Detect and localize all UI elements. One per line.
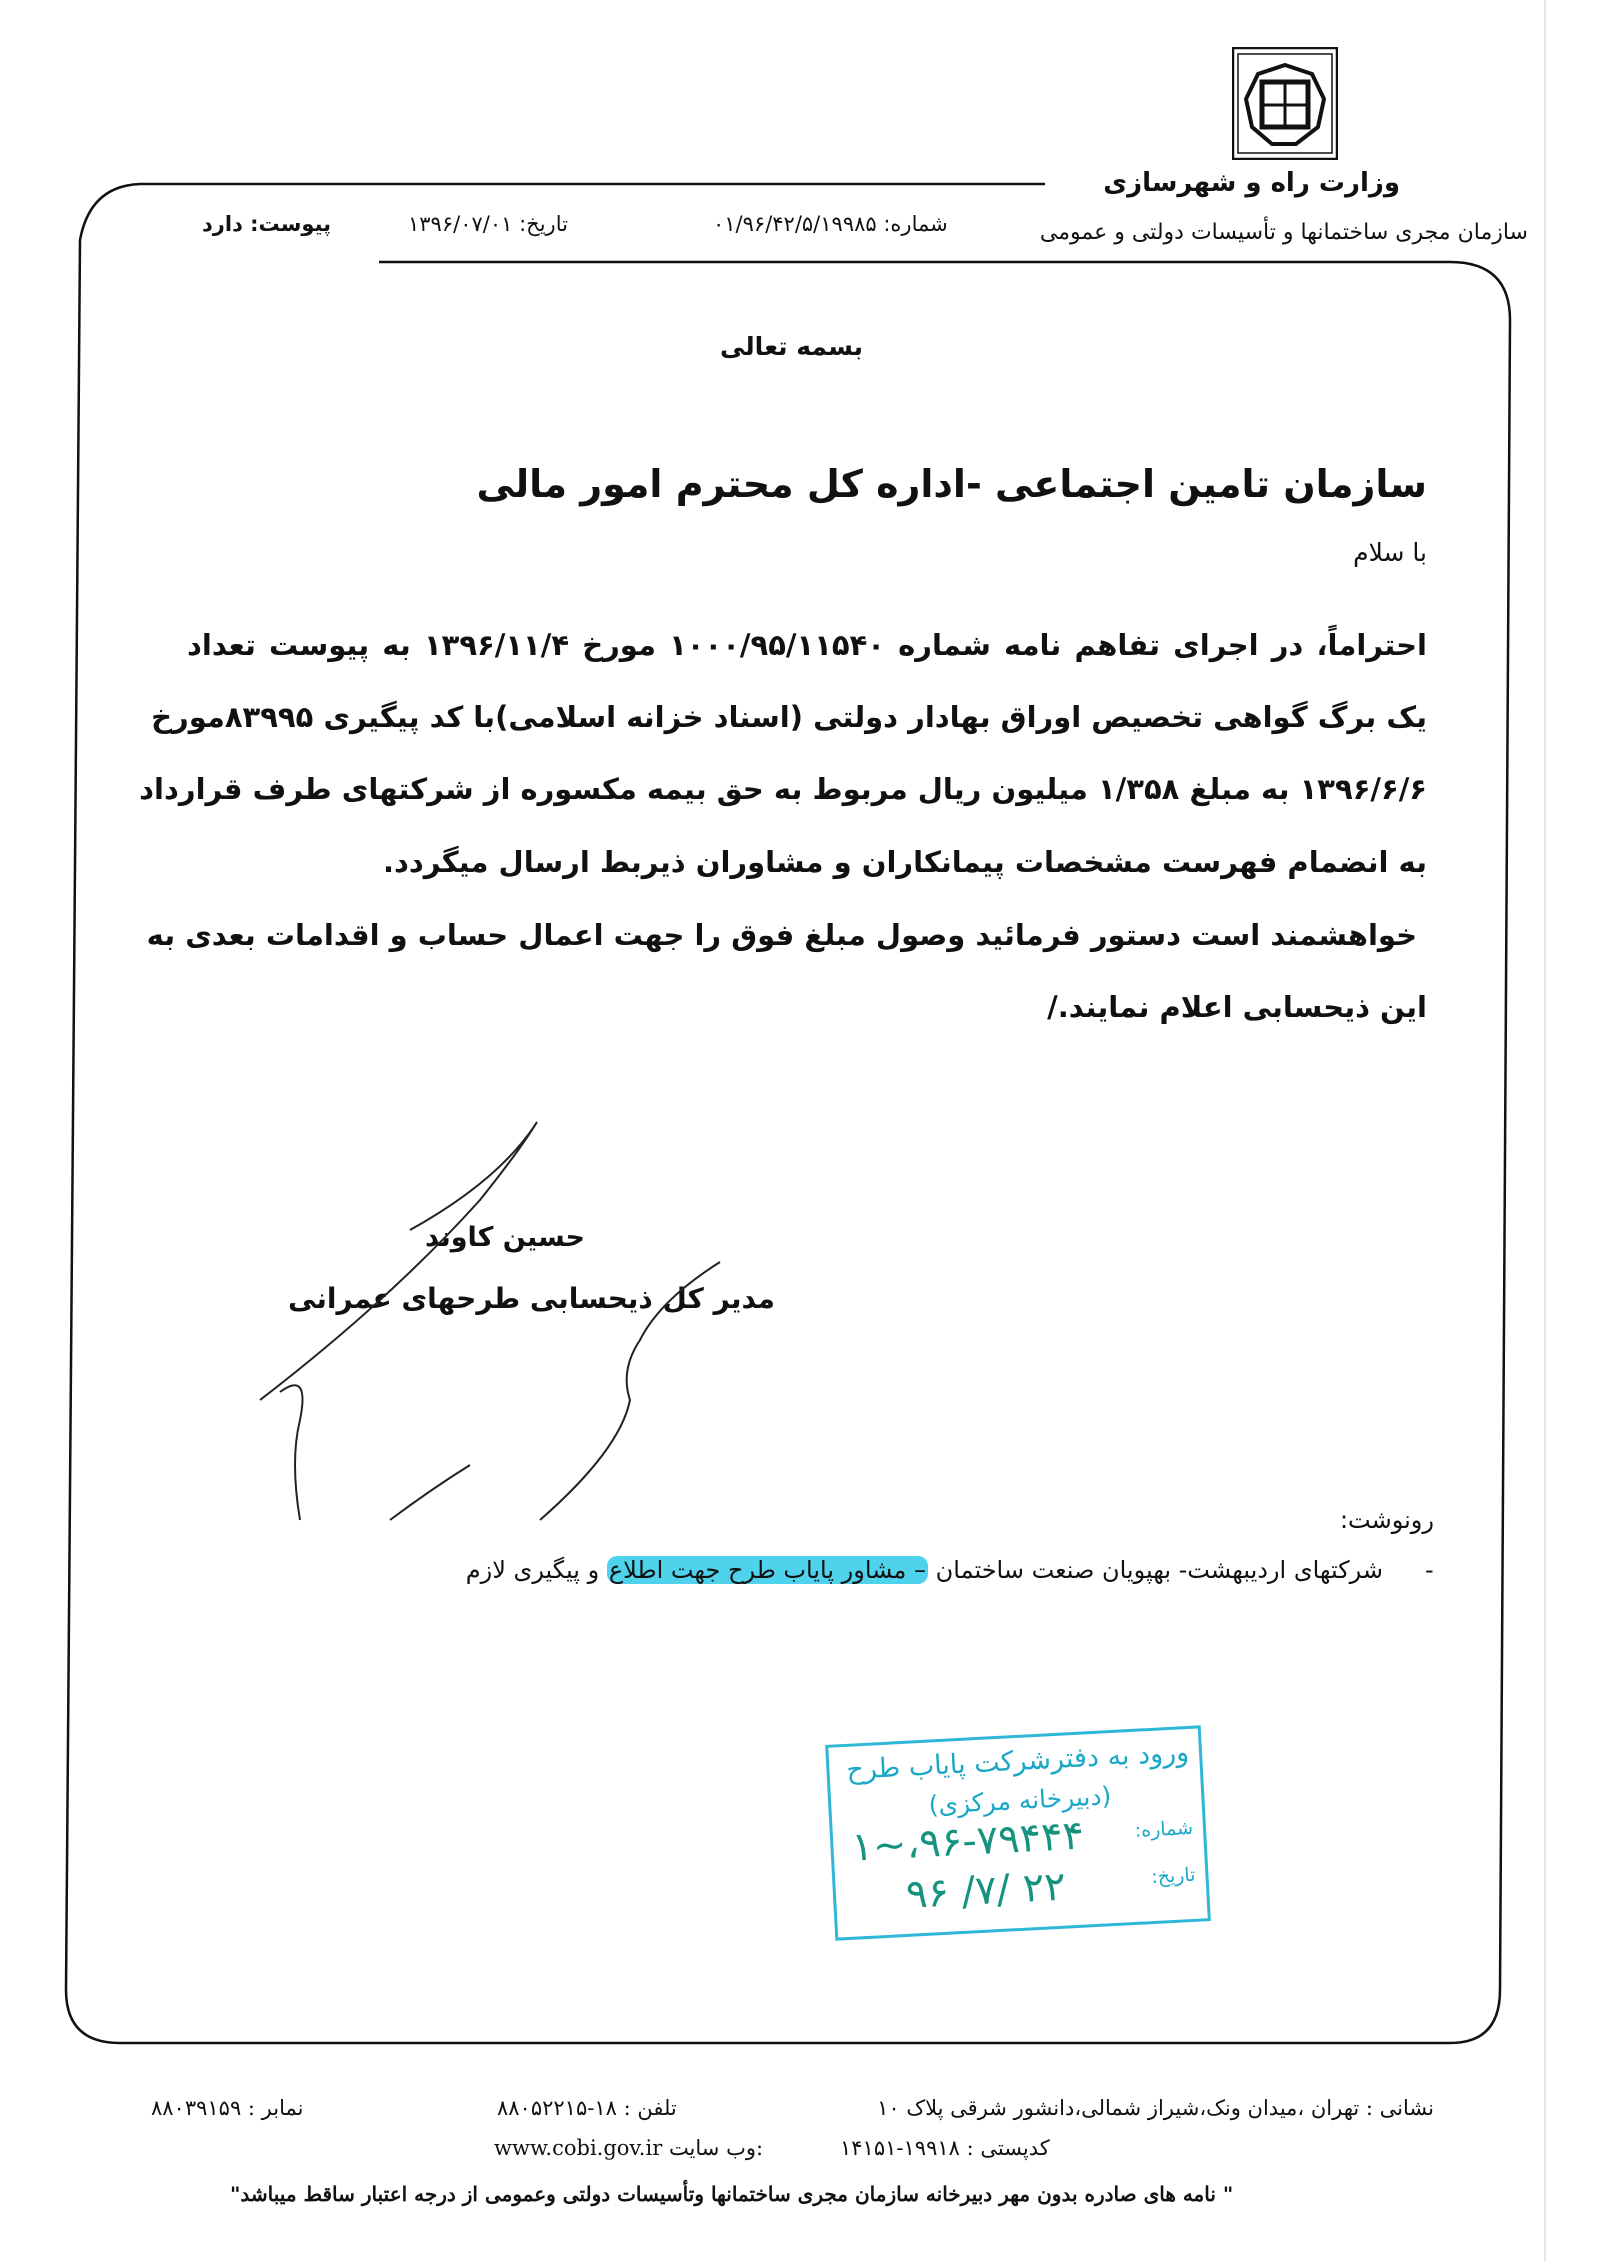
cc-dash: -	[1425, 1556, 1434, 1584]
stamp-number-label: شماره:	[1134, 1816, 1194, 1842]
cc-highlighted: – مشاور پایاب طرح جهت اطلاع	[608, 1556, 927, 1584]
letter-date	[408, 212, 568, 236]
organization-name: سازمان مجری ساختمانها و تأسیسات دولتی و عمومی	[1039, 220, 1528, 245]
signatory-title: مدیر کل ذیحسابی طرحهای عمرانی	[288, 1282, 776, 1315]
stamp-number-value: ۱~،۹۶-۷۹۴۴۴	[850, 1812, 1086, 1871]
cc-recipients	[466, 1556, 1383, 1584]
bismillah: بسمه تعالی	[720, 332, 864, 361]
stamp-line2: (دبیرخانه مرکزی)	[927, 1781, 1112, 1820]
stamp-date-label: تاریخ:	[1150, 1863, 1197, 1889]
website-url: www.cobi.gov.ir	[494, 2136, 663, 2160]
stamp-date-value: ۹۶ /۷/ ۲۲	[904, 1863, 1067, 1918]
footer-postal-code: کدپستی : ۱۹۹۱۸-۱۴۱۵۱	[840, 2136, 1050, 2160]
handwritten-signature	[240, 1100, 740, 1540]
body-line: خواهشمند است دستور فرمائید وصول مبلغ فوق را جهت اعمال حساب و اقدامات بعدی به	[146, 918, 1417, 952]
signatory-name: حسین کاوند	[425, 1222, 586, 1253]
body-line: این ذیحسابی اعلام نمایند./	[1047, 990, 1427, 1024]
received-stamp	[825, 1725, 1211, 1940]
date-label: تاریخ:	[519, 212, 568, 236]
body-line: احتراماً، در اجرای تفاهم نامه شماره ۱۰۰۰/۹۵/۱۱۵۴۰ مورخ ۱۳۹۶/۱۱/۴ به پیوست تعداد	[187, 628, 1427, 662]
attachment-label: پیوست:	[250, 212, 332, 236]
footer-website	[494, 2136, 763, 2160]
footer-address: نشانی : تهران ،میدان ونک،شیراز شمالی،دانشور شرقی پلاک ۱۰	[877, 2096, 1434, 2120]
cc-part2: و پیگیری لازم	[465, 1556, 607, 1584]
attachment-value: دارد	[202, 212, 243, 236]
footer-fax: نمابر : ۸۸۰۳۹۱۵۹	[151, 2096, 304, 2120]
website-label: وب سایت:	[668, 2136, 764, 2160]
number-label: شماره:	[883, 212, 948, 236]
body-line: به انضمام فهرست مشخصات پیمانکاران و مشاوران ذیربط ارسال میگردد.	[382, 845, 1427, 879]
ministry-name: وزارت راه و شهرسازی	[1103, 168, 1400, 198]
footer-phone: تلفن : ۱۸-۸۸۰۵۲۲۱۵	[497, 2096, 677, 2120]
recipient-heading: سازمان تامین اجتماعی -اداره کل محترم امور مالی	[476, 462, 1427, 506]
letter-number	[713, 212, 948, 236]
footer-notice: " نامه های صادره بدون مهر دبیرخانه سازمان مجری ساختمانها وتأسیسات دولتی وعمومی از درجه اعتبار ساقط میباشد"	[230, 2182, 1234, 2206]
body-line: ۱۳۹۶/۶/۶ به مبلغ ۱/۳۵۸ میلیون ریال مربوط به حق بیمه مکسوره از شرکتهای طرف قرارداد	[139, 772, 1427, 806]
stamp-line1: ورود به دفترشرکت پایاب طرح	[845, 1736, 1190, 1786]
body-line: یک برگ گواهی تخصیص اوراق بهادار دولتی (اسناد خزانه اسلامی)با کد پیگیری ۸۳۹۹۵مورخ	[151, 700, 1427, 734]
attachment	[202, 212, 331, 236]
ministry-logo-icon	[1232, 47, 1338, 160]
number-value: ۰۱/۹۶/۴۲/۵/۱۹۹۸۵	[713, 212, 877, 236]
cc-label: رونوشت:	[1339, 1506, 1434, 1534]
date-value: ۱۳۹۶/۰۷/۰۱	[408, 212, 513, 236]
cc-part1: شرکتهای اردیبهشت- بهپویان صنعت ساختمان	[928, 1556, 1383, 1584]
greeting: با سلام	[1353, 538, 1427, 567]
